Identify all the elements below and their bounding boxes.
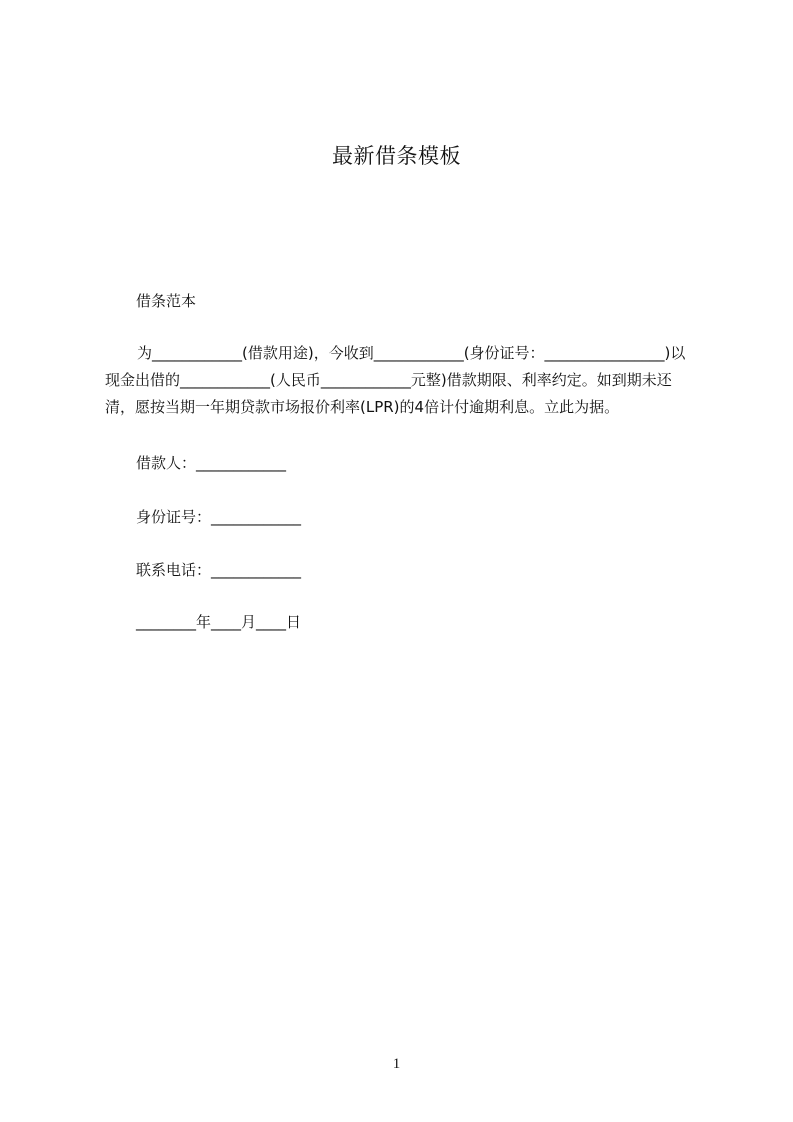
date-field: ________年____月____日 [136, 613, 302, 631]
id-number-field: 身份证号：____________ [136, 508, 302, 526]
section-heading: 借条范本 [136, 292, 197, 310]
document-title: 最新借条模板 [332, 144, 461, 168]
borrower-field: 借款人：____________ [136, 454, 287, 472]
loan-note-body: 为____________(借款用途)，今收到____________(身份证号：________________)以现金出借的____________(人民币____________元整)借款期限、利率约定。如到期未还清，愿按当期一年期贷款市场报价利率(LPR)的4倍计付逾期利息。立此为据。 [105, 344, 686, 416]
page-number: 1 [392, 1056, 401, 1072]
phone-field: 联系电话：____________ [136, 561, 302, 579]
